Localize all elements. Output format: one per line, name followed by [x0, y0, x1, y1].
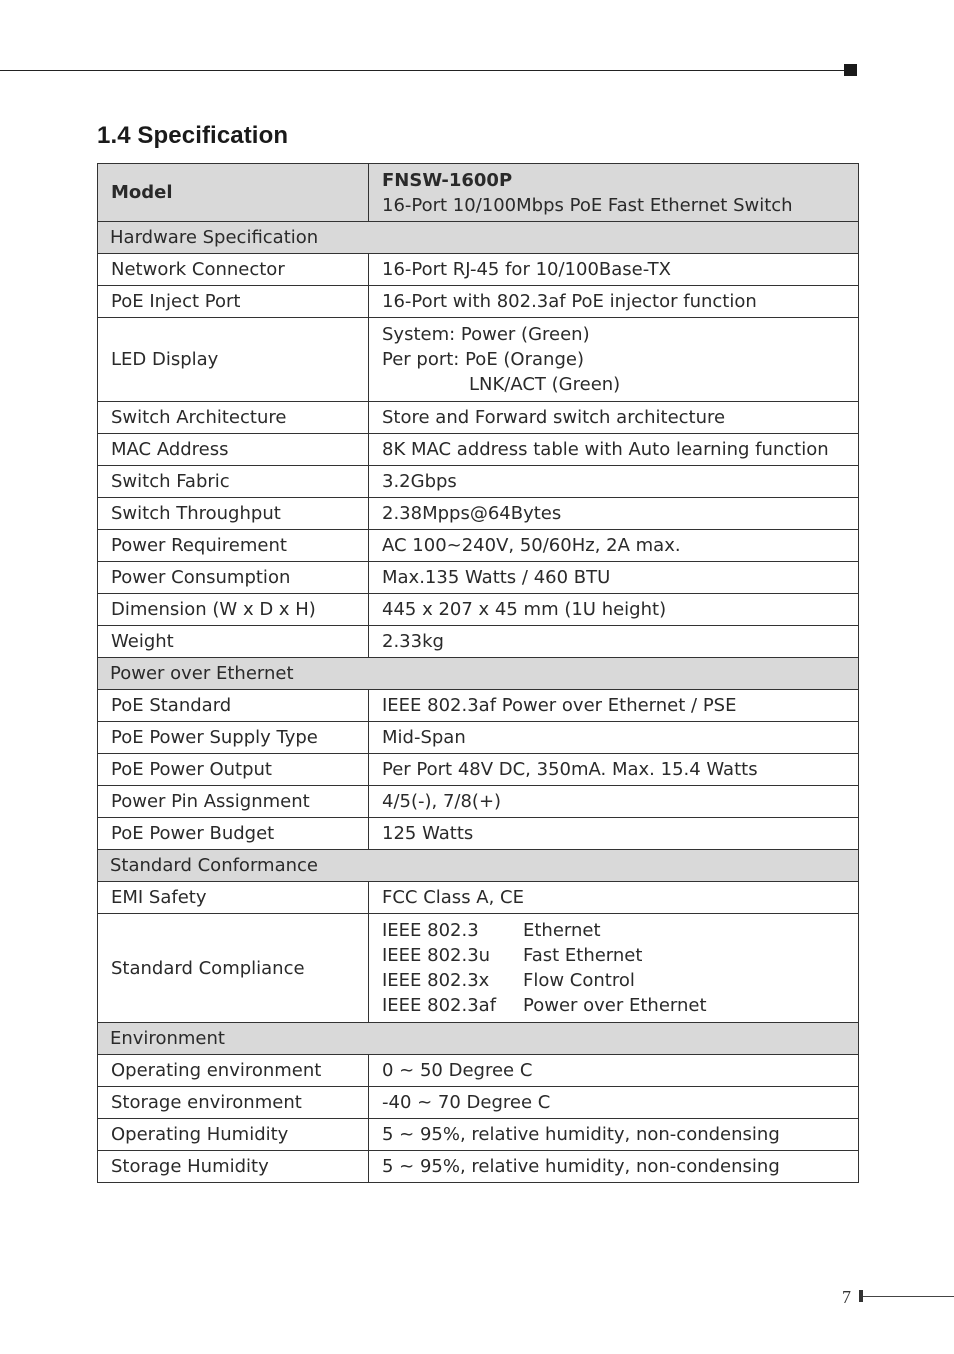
- standard-desc: Power over Ethernet: [523, 995, 707, 1016]
- section-heading: Standard Conformance: [98, 850, 859, 882]
- spec-value: FCC Class A, CE: [369, 882, 859, 914]
- table-row-standard-compliance: [98, 914, 859, 1023]
- spec-label: MAC Address: [98, 434, 369, 466]
- table-row: [98, 1087, 859, 1119]
- spec-value: -40 ~ 70 Degree C: [369, 1087, 859, 1119]
- spec-label: Switch Architecture: [98, 402, 369, 434]
- spec-label: Operating environment: [98, 1055, 369, 1087]
- table-row: [98, 1055, 859, 1087]
- standard-desc: Flow Control: [523, 970, 635, 991]
- spec-label: Standard Compliance: [98, 914, 369, 1023]
- compliance-item: [382, 943, 846, 968]
- table-row: [98, 818, 859, 850]
- table-row: [98, 286, 859, 318]
- spec-label: EMI Safety: [98, 882, 369, 914]
- model-name: FNSW-1600P: [382, 169, 513, 191]
- section-heading: Environment: [98, 1023, 859, 1055]
- section-title: 1.4 Specification: [97, 122, 289, 149]
- spec-label: PoE Power Budget: [98, 818, 369, 850]
- model-row: [98, 164, 859, 222]
- spec-value: [369, 318, 859, 402]
- table-row: [98, 498, 859, 530]
- spec-label: Operating Humidity: [98, 1119, 369, 1151]
- table-row: [98, 434, 859, 466]
- spec-value: 16-Port with 802.3af PoE injector function: [369, 286, 859, 318]
- table-row: [98, 1119, 859, 1151]
- spec-value: 5 ~ 95%, relative humidity, non-condensing: [369, 1151, 859, 1183]
- section-row-hardware: [98, 222, 859, 254]
- spec-label: Network Connector: [98, 254, 369, 286]
- standard-code: IEEE 802.3: [382, 920, 479, 941]
- spec-label: Power Pin Assignment: [98, 786, 369, 818]
- spec-value: Store and Forward switch architecture: [369, 402, 859, 434]
- spec-label: Storage environment: [98, 1087, 369, 1119]
- model-value: [369, 164, 859, 222]
- spec-label: Switch Throughput: [98, 498, 369, 530]
- spec-value: Max.135 Watts / 460 BTU: [369, 562, 859, 594]
- compliance-item: [382, 918, 846, 943]
- spec-value: [369, 914, 859, 1023]
- table-row: [98, 466, 859, 498]
- table-row: [98, 254, 859, 286]
- spec-label: PoE Standard: [98, 690, 369, 722]
- spec-label: PoE Inject Port: [98, 286, 369, 318]
- spec-value: 5 ~ 95%, relative humidity, non-condensing: [369, 1119, 859, 1151]
- spec-value: 4/5(-), 7/8(+): [369, 786, 859, 818]
- table-row: [98, 690, 859, 722]
- spec-value: Per Port 48V DC, 350mA. Max. 15.4 Watts: [369, 754, 859, 786]
- header-rule: [0, 70, 846, 71]
- spec-value: 2.38Mpps@64Bytes: [369, 498, 859, 530]
- spec-value: 445 x 207 x 45 mm (1U height): [369, 594, 859, 626]
- table-row: [98, 882, 859, 914]
- spec-value: AC 100~240V, 50/60Hz, 2A max.: [369, 530, 859, 562]
- model-description: 16-Port 10/100Mbps PoE Fast Ethernet Switch: [382, 194, 793, 216]
- led-line-lnk: LNK/ACT (Green): [469, 374, 621, 395]
- section-heading: Hardware Specification: [98, 222, 859, 254]
- section-row-poe: [98, 658, 859, 690]
- spec-value: 0 ~ 50 Degree C: [369, 1055, 859, 1087]
- header-square-mark: [844, 64, 857, 76]
- section-row-standard: [98, 850, 859, 882]
- table-row: [98, 594, 859, 626]
- spec-value: 125 Watts: [369, 818, 859, 850]
- spec-label: Switch Fabric: [98, 466, 369, 498]
- spec-value: 3.2Gbps: [369, 466, 859, 498]
- spec-label: LED Display: [98, 318, 369, 402]
- spec-value: IEEE 802.3af Power over Ethernet / PSE: [369, 690, 859, 722]
- table-row: [98, 722, 859, 754]
- spec-value: 2.33kg: [369, 626, 859, 658]
- table-row: [98, 1151, 859, 1183]
- spec-label: Power Consumption: [98, 562, 369, 594]
- model-label: Model: [98, 164, 369, 222]
- specification-table: [97, 163, 859, 1183]
- spec-value: Mid-Span: [369, 722, 859, 754]
- table-row: [98, 754, 859, 786]
- compliance-item: [382, 968, 846, 993]
- section-row-environment: [98, 1023, 859, 1055]
- spec-label: Storage Humidity: [98, 1151, 369, 1183]
- spec-label: PoE Power Supply Type: [98, 722, 369, 754]
- table-row: [98, 626, 859, 658]
- led-line-poe: Per port: PoE (Orange): [382, 349, 584, 370]
- table-row: [98, 402, 859, 434]
- spec-label: PoE Power Output: [98, 754, 369, 786]
- section-heading: Power over Ethernet: [98, 658, 859, 690]
- spec-value: 16-Port RJ-45 for 10/100Base-TX: [369, 254, 859, 286]
- table-row-led-display: [98, 318, 859, 402]
- standard-desc: Ethernet: [523, 920, 601, 941]
- spec-value: 8K MAC address table with Auto learning function: [369, 434, 859, 466]
- table-row: [98, 562, 859, 594]
- standard-desc: Fast Ethernet: [523, 945, 643, 966]
- table-row: [98, 530, 859, 562]
- led-line-system: System: Power (Green): [382, 324, 590, 345]
- compliance-item: [382, 993, 846, 1018]
- footer-rule: [863, 1296, 954, 1297]
- standard-code: IEEE 802.3x: [382, 970, 490, 991]
- spec-label: Dimension (W x D x H): [98, 594, 369, 626]
- spec-label: Power Requirement: [98, 530, 369, 562]
- table-row: [98, 786, 859, 818]
- standard-code: IEEE 802.3u: [382, 945, 491, 966]
- spec-label: Weight: [98, 626, 369, 658]
- page-number: 7: [842, 1287, 851, 1307]
- standard-code: IEEE 802.3af: [382, 995, 497, 1016]
